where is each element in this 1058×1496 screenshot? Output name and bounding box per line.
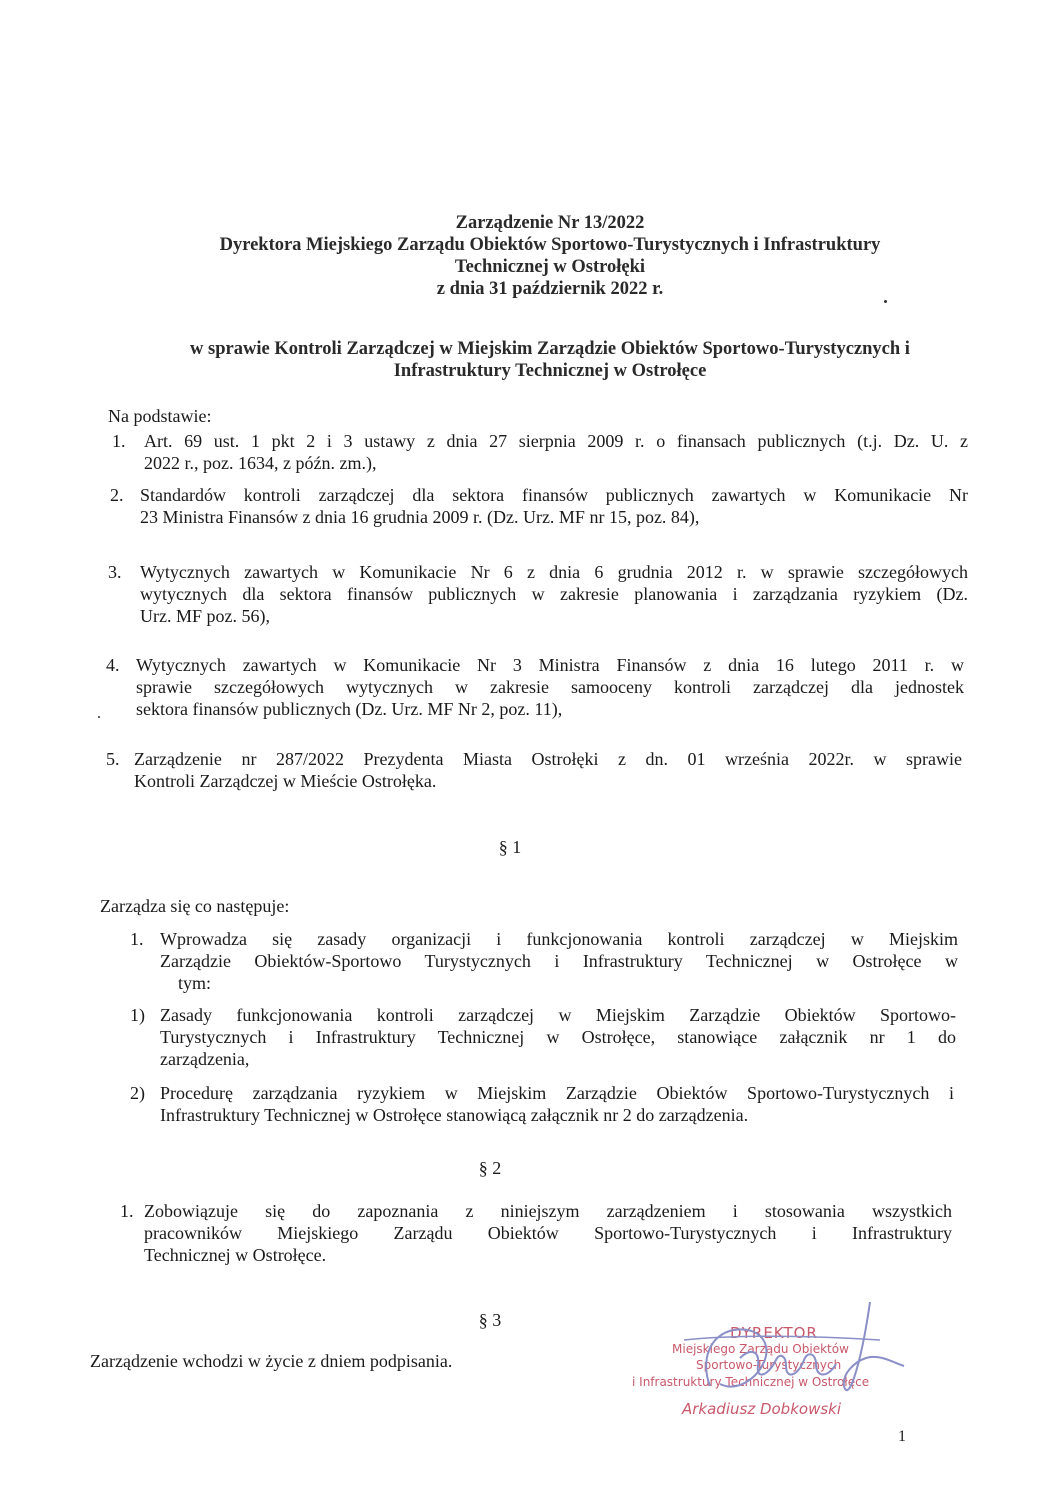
section-2-item-line: pracowników Miejskiego Zarządu Obiektów Sportowo-Turystycznych i Infrastruktury	[144, 1223, 952, 1243]
section-2-item-line: Technicznej w Ostrołęce.	[144, 1245, 327, 1265]
basis-item-number: 1.	[112, 431, 126, 451]
basis-item-line: Wytycznych zawartych w Komunikacie Nr 6 z dnia 6 grudnia 2012 r. w sprawie szczegółowych	[140, 562, 968, 582]
basis-item-line: Kontroli Zarządczej w Mieście Ostrołęka.	[134, 771, 437, 791]
section-1-subitem-line: Procedurę zarządzania ryzykiem w Miejskim Zarządzie Obiektów Sportowo-Turystycznych i	[160, 1083, 954, 1103]
page-number: 1	[898, 1428, 906, 1445]
stamp-line-3: Sportowo-Turystycznych	[696, 1358, 842, 1372]
subject-line-2: Infrastruktury Technicznej w Ostrołęce	[393, 361, 707, 381]
basis-item-line: 2022 r., poz. 1634, z późn. zm.),	[144, 453, 377, 473]
scan-speck	[98, 716, 100, 718]
section-2-heading: § 2	[478, 1158, 502, 1178]
section-1-item-line: Wprowadza się zasady organizacji i funkcjonowania kontroli zarządczej w Miejskim	[160, 929, 958, 949]
section-1-item-number: 1.	[130, 929, 144, 949]
section-1-subitem-number: 2)	[130, 1083, 145, 1103]
basis-item-line: Zarządzenie nr 287/2022 Prezydenta Miasta Ostrołęki z dn. 01 września 2022r. w sprawie	[134, 749, 962, 769]
basis-item-line: sektora finansów publicznych (Dz. Urz. MF Nr 2, poz. 11),	[136, 699, 563, 719]
stamp-line-5: Arkadiusz Dobkowski	[682, 1400, 842, 1418]
signature-icon	[640, 1300, 940, 1430]
basis-item-line: Urz. MF poz. 56),	[140, 606, 270, 626]
section-3-text: Zarządzenie wchodzi w życie z dniem podpisania.	[90, 1351, 453, 1371]
section-1-subitem-line: Infrastruktury Technicznej w Ostrołęce stanowiącą załącznik nr 2 do zarządzenia.	[160, 1105, 749, 1125]
basis-item-number: 3.	[108, 562, 122, 582]
section-2-item-line: Zobowiązuje się do zapoznania z niniejszym zarządzeniem i stosowania wszystkich	[144, 1201, 952, 1221]
section-3-heading: § 3	[478, 1310, 502, 1330]
basis-intro: Na podstawie:	[108, 406, 212, 426]
stamp-line-2: Miejskiego Zarządu Obiektów	[672, 1342, 849, 1356]
title-line-2: Dyrektora Miejskiego Zarządu Obiektów Sportowo-Turystycznych i Infrastruktury	[219, 235, 881, 255]
basis-item-number: 4.	[106, 655, 120, 675]
document-title	[100, 212, 1000, 300]
basis-item-number: 2.	[110, 485, 124, 505]
subject-line-1: w sprawie Kontroli Zarządczej w Miejskim Zarządzie Obiektów Sportowo-Turystycznych i	[190, 339, 910, 359]
basis-item-number: 5.	[106, 749, 120, 769]
basis-item-line: 23 Ministra Finansów z dnia 16 grudnia 2009 r. (Dz. Urz. MF nr 15, poz. 84),	[140, 507, 700, 527]
director-stamp	[632, 1300, 940, 1480]
section-1-item-line: Zarządzie Obiektów-Sportowo Turystycznych i Infrastruktury Technicznej w Ostrołęce w	[160, 951, 958, 971]
section-2-item-number: 1.	[120, 1201, 134, 1221]
title-line-4: z dnia 31 październik 2022 r.	[436, 279, 664, 299]
stamp-line-1: DYREKTOR	[730, 1324, 818, 1342]
basis-item-line: Wytycznych zawartych w Komunikacie Nr 3 Ministra Finansów z dnia 16 lutego 2011 r. w	[136, 655, 964, 675]
section-1-item-line: tym:	[178, 973, 212, 993]
section-1-subitem-line: Zasady funkcjonowania kontroli zarządczej w Miejskim Zarządzie Obiektów Sportowo-	[160, 1005, 956, 1025]
basis-item-line: Standardów kontroli zarządczej dla sektora finansów publicznych zawartych w Komunikacie Nr	[140, 485, 968, 505]
title-line-3: Technicznej w Ostrołęki	[454, 257, 646, 277]
document-subject	[80, 338, 1020, 382]
section-1-heading: § 1	[498, 837, 522, 857]
basis-item-line: sprawie szczegółowych wytycznych w zakresie samooceny kontroli zarządczej dla jednostek	[136, 677, 964, 697]
section-1-intro: Zarządza się co następuje:	[100, 896, 290, 916]
title-line-1: Zarządzenie Nr 13/2022	[455, 213, 645, 233]
stamp-line-4: i Infrastruktury Technicznej w Ostrołęce	[632, 1375, 870, 1389]
section-1-subitem-number: 1)	[130, 1005, 145, 1025]
section-1-subitem-line: zarządzenia,	[160, 1049, 250, 1069]
section-1-subitem-line: Turystycznych i Infrastruktury Technicznej w Ostrołęce, stanowiące załącznik nr 1 do	[160, 1027, 956, 1047]
basis-item-line: wytycznych dla sektora finansów publicznych w zakresie planowania i zarządzania ryzykiem (Dz.	[140, 584, 968, 604]
scan-speck	[884, 300, 887, 303]
basis-item-line: Art. 69 ust. 1 pkt 2 i 3 ustawy z dnia 27 sierpnia 2009 r. o finansach publicznych (t.j. Dz. U. z	[144, 431, 968, 451]
